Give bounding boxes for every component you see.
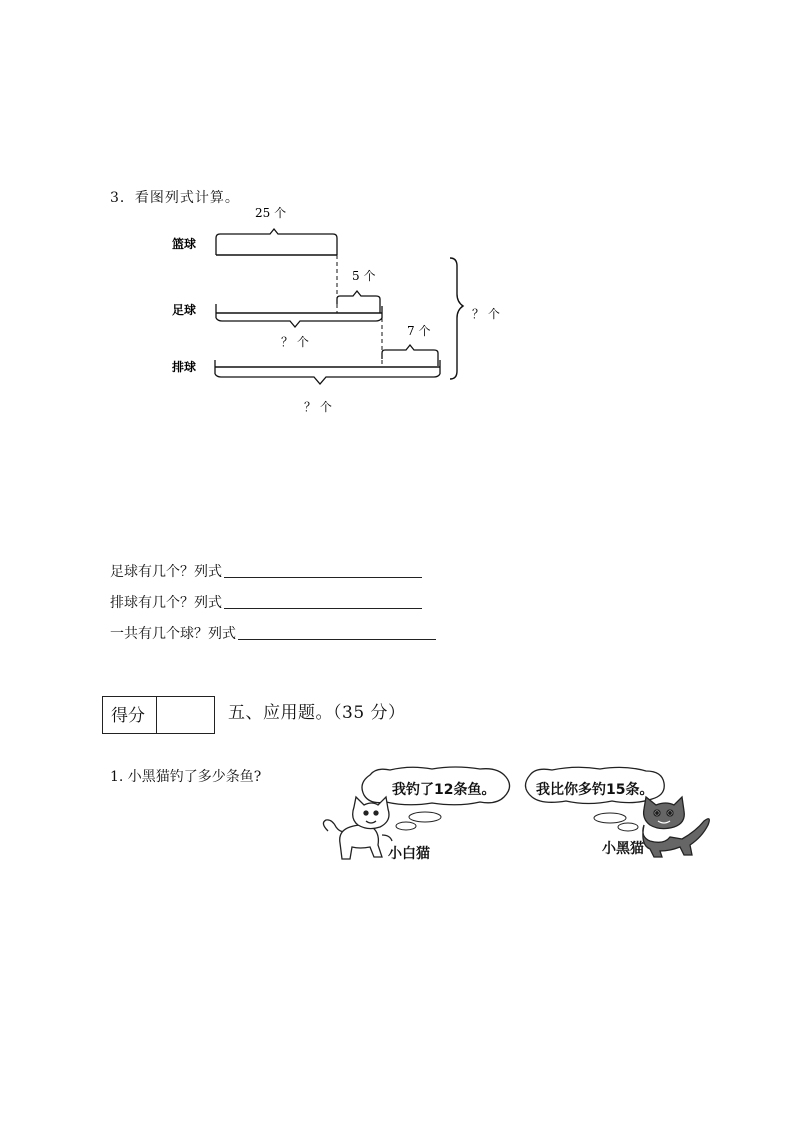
sub-question-1	[110, 561, 422, 581]
volleyball-bottom-brace	[215, 374, 440, 384]
total-brace	[450, 258, 463, 379]
sub-question-3-text: 一共有几个球？列式	[110, 626, 236, 642]
black-cat-name: 小黑猫	[602, 841, 644, 857]
thought-dot-4	[618, 823, 638, 831]
thought-dot-1	[409, 812, 441, 822]
sub-question-2-text: 排球有几个？列式	[110, 595, 222, 611]
line-segment-diagram	[150, 200, 520, 425]
question-title: 3．看图列式计算。	[110, 190, 240, 206]
football-extra-brace	[337, 291, 380, 313]
sub-question-2	[110, 592, 422, 612]
section-title: 五、应用题。（35 分）	[228, 703, 406, 723]
football-label: 足球	[172, 303, 197, 317]
volleyball-label: 排球	[172, 360, 197, 374]
basketball-count-label: 25 个	[255, 206, 287, 220]
thought-dot-2	[396, 822, 416, 830]
score-field[interactable]	[157, 697, 214, 733]
score-box	[102, 696, 215, 734]
football-extra-label: 5 个	[352, 269, 376, 283]
total-unknown-label: ？ 个	[472, 307, 500, 321]
volleyball-unknown-label: ？ 个	[304, 400, 332, 414]
football-unknown-label: ？ 个	[281, 335, 309, 349]
answer-blank-2[interactable]	[224, 607, 422, 609]
white-cat-icon	[323, 797, 392, 859]
application-question-1: 1. 小黑猫钓了多少条鱼?	[110, 769, 262, 785]
basketball-brace	[216, 229, 337, 247]
volleyball-extra-label: 7 个	[407, 324, 431, 338]
white-cat-name: 小白猫	[388, 846, 430, 862]
basketball-label: 篮球	[172, 237, 197, 251]
white-cat-speech: 我钓了12条鱼。	[392, 782, 496, 798]
sub-question-1-text: 足球有几个？列式	[110, 564, 222, 580]
answer-blank-3[interactable]	[238, 638, 436, 640]
cats-illustration	[320, 765, 715, 865]
sub-question-3	[110, 623, 436, 643]
black-cat-speech: 我比你多钓15条。	[536, 782, 654, 798]
answer-blank-1[interactable]	[224, 576, 422, 578]
volleyball-extra-brace	[382, 345, 438, 366]
score-label: 得分	[103, 697, 157, 733]
thought-dot-3	[594, 813, 626, 823]
football-bottom-brace	[216, 318, 382, 327]
black-cat-icon	[643, 797, 709, 857]
